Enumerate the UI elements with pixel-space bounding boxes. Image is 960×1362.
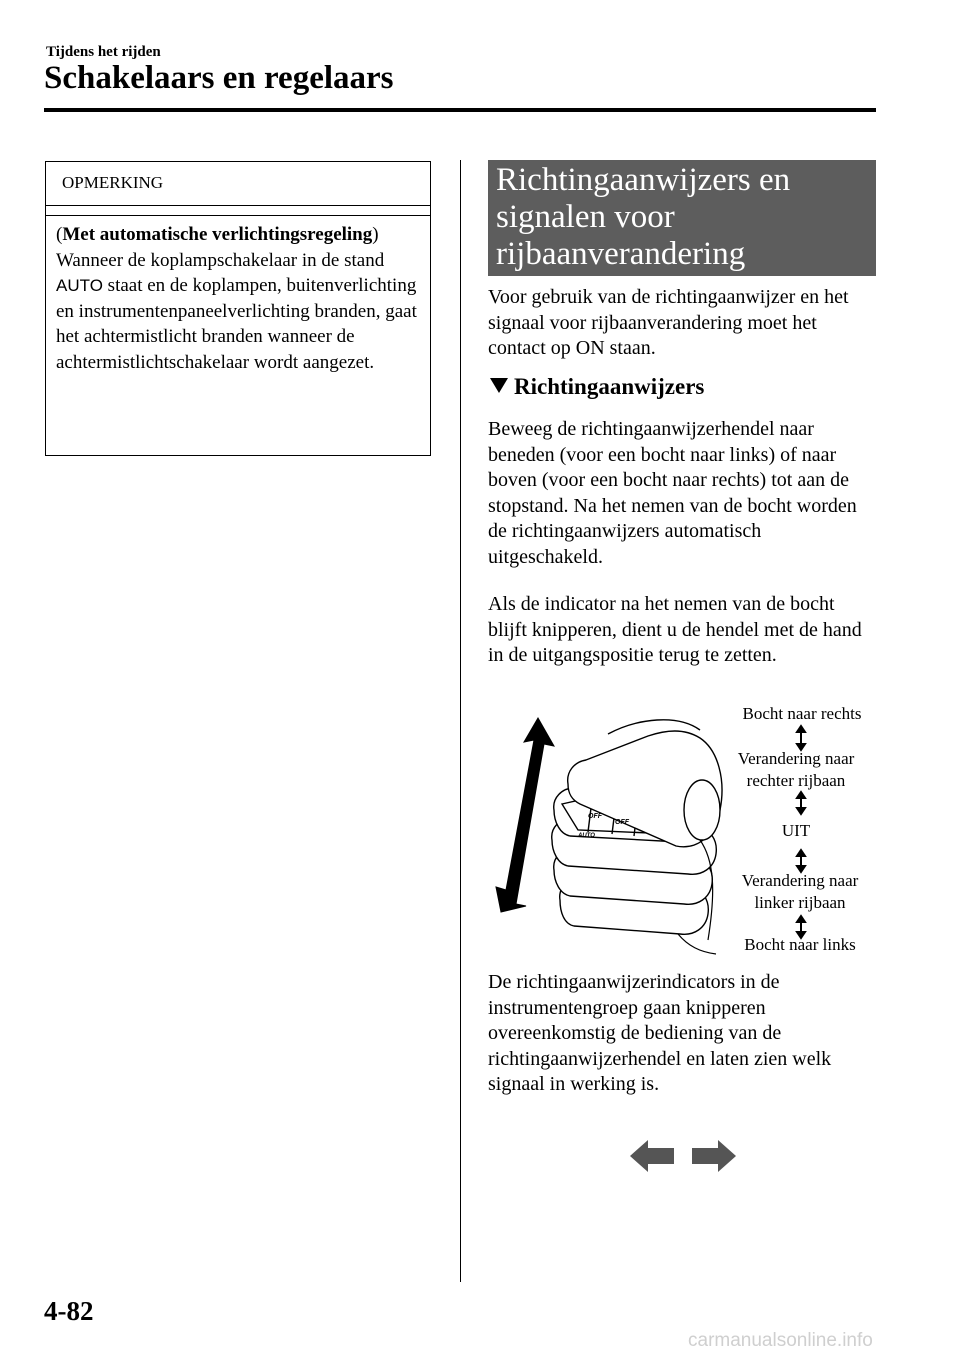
column-divider [460,160,461,1282]
section-label: Tijdens het rijden [46,44,161,60]
subheading-text: Richtingaanwijzers [514,374,705,399]
note-text-1: Wanneer de koplampschakelaar in de stand [56,249,385,271]
paragraph-indicators: De richtingaanwijzerindicators in de instrumentengroep gaan knipperen overeenkomstig de bediening van de richtingaanwijzerhendel en laten zien welk signaal in werking is. [488,971,832,1095]
prev-page-button[interactable] [630,1140,676,1172]
label-left-lane-line1: Verandering naar [741,871,859,890]
banner-title: Richtingaanwijzers en signalen voor rijbaanverandering [496,162,791,272]
paragraph-reset: Als de indicator na het nemen van de bocht blijft knipperen, dient u de hendel met de hand in de uitgangspositie terug te zetten. [488,593,862,666]
header-rule [44,108,876,112]
auto-label: AUTO [56,276,103,295]
movement-double-arrow [496,718,554,912]
page-number: 4-82 [44,1296,94,1326]
note-condition-text: Met automatische verlichtingsregeling [62,224,373,245]
note-condition [56,222,428,248]
next-page-button[interactable] [690,1140,736,1172]
label-left-lane-line2: linker rijbaan [754,893,846,912]
switch-auto: AUTO [578,833,595,839]
note-header [46,162,430,206]
note-text [56,248,428,376]
label-off: UIT [781,821,811,840]
label-right-lane-line2: rechter rijbaan [746,771,846,790]
lever-figure [488,700,876,962]
note-text-2: staat en de koplampen, buitenverlichting en instrumentenpaneelverlichting branden, gaat het achtermistlicht branden wanneer de achtermistlichtschakelaar wordt aangezet. [56,275,417,373]
paren-open: ( [56,224,63,245]
triangle-down-icon [490,378,508,393]
switch-off-2: OFF [615,819,629,826]
watermark: carmanualsonline.info [688,1330,873,1351]
label-left-turn: Bocht naar links [744,935,856,954]
section-banner [488,160,876,276]
paragraph-turn-signal: Beweeg de richtingaanwijzerhendel naar beneden (voor een bocht naar links) of naar boven (voor een bocht naar rechts) tot aan de stopstand. Na het nemen van de bocht worden de richtingaanwijzers automatisch uitgeschakeld. [488,418,857,568]
label-right-lane-line1: Verandering naar [737,749,855,768]
label-right-turn: Bocht naar rechts [742,704,862,723]
paren-close: ) [372,224,379,245]
note-header-band [46,206,430,216]
switch-off-1: OFF [588,813,602,820]
note-heading: OPMERKING [62,173,164,192]
intro-paragraph: Voor gebruik van de richtingaanwijzer en het signaal voor rijbaanverandering moet het contact op ON staan. [488,286,849,359]
subheading [490,374,704,400]
arrow-right-icon [690,1140,736,1172]
arrow-left-icon [630,1140,676,1172]
note-body [56,222,428,375]
page-title: Schakelaars en regelaars [44,60,394,96]
note-box [45,161,431,456]
